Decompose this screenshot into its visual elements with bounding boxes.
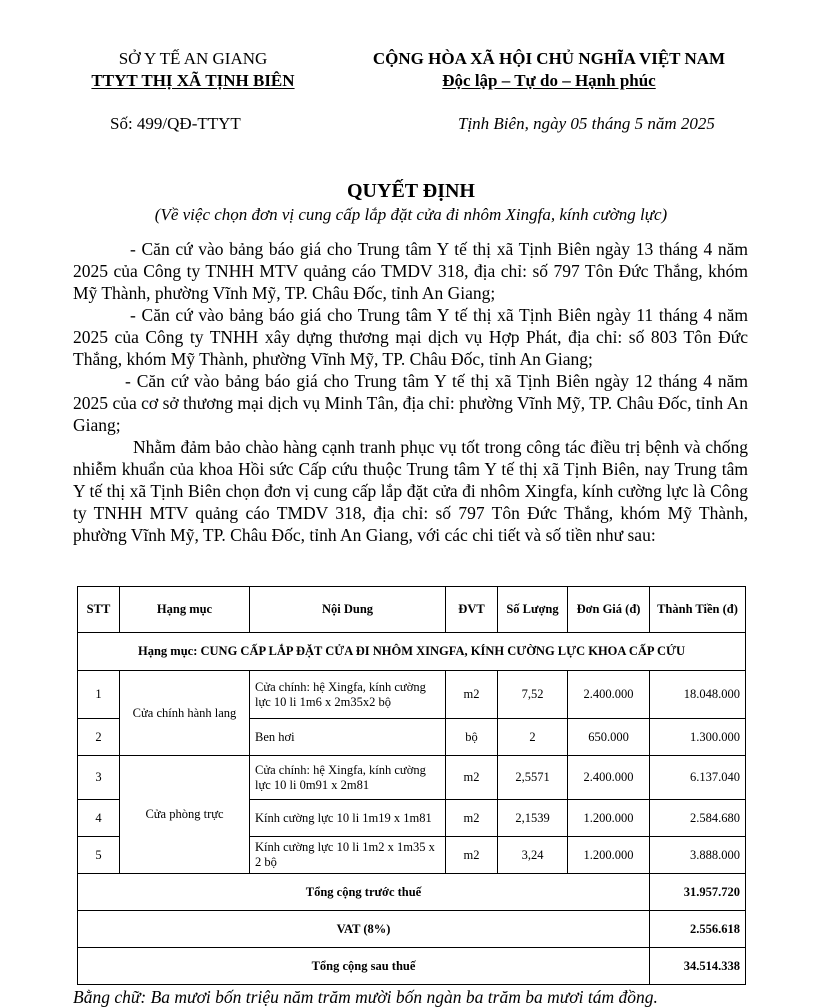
- row-stt: 1: [78, 671, 120, 719]
- header-noi-dung: Nội Dung: [250, 587, 446, 633]
- document-date: Tịnh Biên, ngày 05 tháng 5 năm 2025: [458, 114, 715, 133]
- row-stt: 5: [78, 837, 120, 874]
- row-content: Ben hơi: [250, 719, 446, 756]
- row-unit-price: 650.000: [568, 719, 650, 756]
- row-unit-price: 1.200.000: [568, 837, 650, 874]
- row-unit: m2: [446, 756, 498, 800]
- row-unit: bộ: [446, 719, 498, 756]
- category-label: Hạng mục: CUNG CẤP LẮP ĐẶT CỬA ĐI NHÔM XINGFA, KÍNH CƯỜNG LỰC KHOA CẤP CỨU: [78, 633, 746, 671]
- subtotal-label: Tổng cộng trước thuế: [78, 874, 650, 911]
- table-row: [78, 756, 746, 800]
- row-amount: 18.048.000: [650, 671, 746, 719]
- vat-value: 2.556.618: [650, 911, 746, 948]
- basis-paragraph-1: - Căn cứ vào bảng báo giá cho Trung tâm Y tế thị xã Tịnh Biên ngày 13 tháng 4 năm 2025 của Công ty TNHH MTV quảng cáo TMDV 318, địa chỉ: số 797 Tôn Đức Thắng, khóm Mỹ Thành, phường Vĩnh Mỹ, TP. Châu Đốc, tỉnh An Giang;: [73, 239, 748, 303]
- motto: Độc lập – Tự do – Hạnh phúc: [442, 71, 656, 90]
- group-label: Cửa chính hành lang: [120, 671, 250, 756]
- group-label: Cửa phòng trực: [120, 756, 250, 874]
- header-dvt: ĐVT: [446, 587, 498, 633]
- row-unit: m2: [446, 800, 498, 837]
- row-amount: 2.584.680: [650, 800, 746, 837]
- grand-total-label: Tổng cộng sau thuế: [78, 948, 650, 985]
- vat-label: VAT (8%): [78, 911, 650, 948]
- table-row: [78, 671, 746, 719]
- category-row: [78, 633, 746, 671]
- document-title: QUYẾT ĐỊNH: [347, 180, 475, 202]
- basis-paragraph-2: - Căn cứ vào bảng báo giá cho Trung tâm Y tế thị xã Tịnh Biên ngày 11 tháng 4 năm 2025 của Công ty TNHH xây dựng thương mại dịch vụ Hợp Phát, địa chỉ: số 803 Tôn Đức Thắng, khóm Mỹ Thành, phường Vĩnh Mỹ, TP. Châu Đốc, tỉnh An Giang;: [73, 305, 748, 369]
- row-quantity: 2: [498, 719, 568, 756]
- row-content: Kính cường lực 10 li 1m19 x 1m81: [250, 800, 446, 837]
- national-motto: [348, 48, 750, 92]
- amount-in-words: Bằng chữ: Ba mươi bốn triệu năm trăm mười bốn ngàn ba trăm ba mươi tám đồng.: [73, 987, 658, 1007]
- decision-paragraph: Nhằm đảm bảo chào hàng cạnh tranh phục vụ tốt trong công tác điều trị bệnh và chống nhiễm khuẩn của khoa Hồi sức Cấp cứu thuộc Trung tâm Y tế thị xã Tịnh Biên, nay Trung tâm Y tế thị xã Tịnh Biên chọn đơn vị cung cấp lắp đặt cửa đi nhôm Xingfa, kính cường lực là Công ty TNHH MTV quảng cáo TMDV 318, địa chỉ: số 797 Tôn Đức Thắng, khóm Mỹ Thành, phường Vĩnh Mỹ, TP. Châu Đốc, tỉnh An Giang, với các chi tiết và số tiền như sau:: [73, 437, 748, 545]
- row-stt: 2: [78, 719, 120, 756]
- issuing-agency: [78, 48, 308, 92]
- row-unit-price: 2.400.000: [568, 671, 650, 719]
- row-amount: 1.300.000: [650, 719, 746, 756]
- basis-paragraph-3: - Căn cứ vào bảng báo giá cho Trung tâm Y tế thị xã Tịnh Biên ngày 12 tháng 4 năm 2025 của cơ sở thương mại dịch vụ Minh Tân, địa chỉ: phường Vĩnh Mỹ, TP. Châu Đốc, tỉnh An Giang;: [73, 371, 748, 435]
- row-unit-price: 1.200.000: [568, 800, 650, 837]
- row-quantity: 3,24: [498, 837, 568, 874]
- header-hang-muc: Hạng mục: [120, 587, 250, 633]
- document-subtitle: (Về việc chọn đơn vị cung cấp lắp đặt cửa đi nhôm Xingfa, kính cường lực): [154, 205, 668, 224]
- row-content: Cửa chính: hệ Xingfa, kính cường lực 10 li 0m91 x 2m81: [250, 756, 446, 800]
- row-amount: 6.137.040: [650, 756, 746, 800]
- row-unit: m2: [446, 671, 498, 719]
- row-content: Kính cường lực 10 li 1m2 x 1m35 x 2 bộ: [250, 837, 446, 874]
- header-thanh-tien: Thành Tiền (đ): [650, 587, 746, 633]
- center-name: TTYT THỊ XÃ TỊNH BIÊN: [91, 71, 295, 90]
- header-stt: STT: [78, 587, 120, 633]
- row-stt: 4: [78, 800, 120, 837]
- table-header-row: [78, 587, 746, 633]
- document-body: [73, 238, 748, 546]
- grand-total-value: 34.514.338: [650, 948, 746, 985]
- row-content: Cửa chính: hệ Xingfa, kính cường lực 10 li 1m6 x 2m35x2 bộ: [250, 671, 446, 719]
- row-amount: 3.888.000: [650, 837, 746, 874]
- grand-total-row: [78, 948, 746, 985]
- row-stt: 3: [78, 756, 120, 800]
- department-name: SỞ Y TẾ AN GIANG: [118, 49, 268, 68]
- subtotal-row: [78, 874, 746, 911]
- subtotal-value: 31.957.720: [650, 874, 746, 911]
- row-unit: m2: [446, 837, 498, 874]
- country-name: CỘNG HÒA XÃ HỘI CHỦ NGHĨA VIỆT NAM: [372, 49, 726, 68]
- document-number: Số: 499/QĐ-TTYT: [110, 114, 241, 133]
- row-quantity: 2,5571: [498, 756, 568, 800]
- row-quantity: 2,1539: [498, 800, 568, 837]
- header-don-gia: Đơn Giá (đ): [568, 587, 650, 633]
- row-quantity: 7,52: [498, 671, 568, 719]
- header-so-luong: Số Lượng: [498, 587, 568, 633]
- quotation-table: [77, 586, 746, 985]
- row-unit-price: 2.400.000: [568, 756, 650, 800]
- vat-row: [78, 911, 746, 948]
